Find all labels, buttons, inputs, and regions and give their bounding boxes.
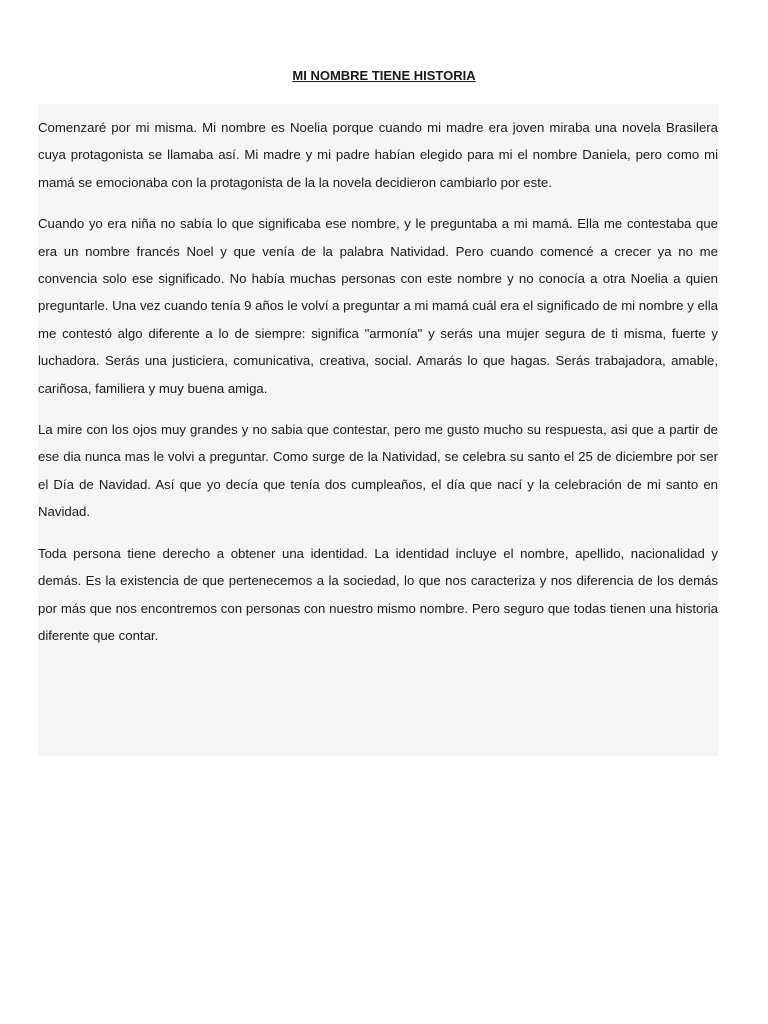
text-box bbox=[38, 104, 718, 756]
paragraph-1: Comenzaré por mi misma. Mi nombre es Noelia porque cuando mi madre era joven miraba una novela Brasilera cuya protagonista se llamaba así. Mi madre y mi padre habían elegido para mi el nombre Daniela, pero como mi mamá se emocionaba con la protagonista de la la novela decidieron cambiarlo por este. bbox=[38, 120, 718, 190]
paragraph-4: Toda persona tiene derecho a obtener una identidad. La identidad incluye el nombre, apellido, nacionalidad y demás. Es la existencia de que pertenecemos a la sociedad, lo que nos caracteriza y nos diferencia de los demás por más que nos encontremos con personas con nuestro mismo nombre. Pero seguro que todas tienen una historia diferente que contar. bbox=[38, 545, 718, 643]
paragraph-3: La mire con los ojos muy grandes y no sabia que contestar, pero me gusto mucho su respuesta, asi que a partir de ese dia nunca mas le volvi a preguntar. Como surge de la Natividad, se celebra su santo el 25 de diciembre por ser el Día de Navidad. Así que yo decía que tenía dos cumpleaños, el día que nací y la celebración de mi santo en Navidad. bbox=[38, 422, 718, 520]
page-title: MI NOMBRE TIENE HISTORIA bbox=[292, 68, 476, 83]
paragraph-2: Cuando yo era niña no sabía lo que significaba ese nombre, y le preguntaba a mi mamá. Ella me contestaba que era un nombre francés Noel y que venía de la palabra Natividad. Pero cuando comencé a crecer ya no me convencia solo ese significado. No había muchas personas con este nombre y no conocía a otra Noelia a quien preguntarle. Una vez cuando tenía 9 años le volví a preguntar a mi mamá cuál era el significado de mi nombre y ella me contestó algo diferente a lo de siempre: significa "armonía" y serás una mujer segura de ti misma, fuerte y luchadora. Serás una justiciera, comunicativa, creativa, social. Amarás lo que hagas. Serás trabajadora, amable, cariñosa, familiera y muy buena amiga. bbox=[38, 216, 718, 396]
